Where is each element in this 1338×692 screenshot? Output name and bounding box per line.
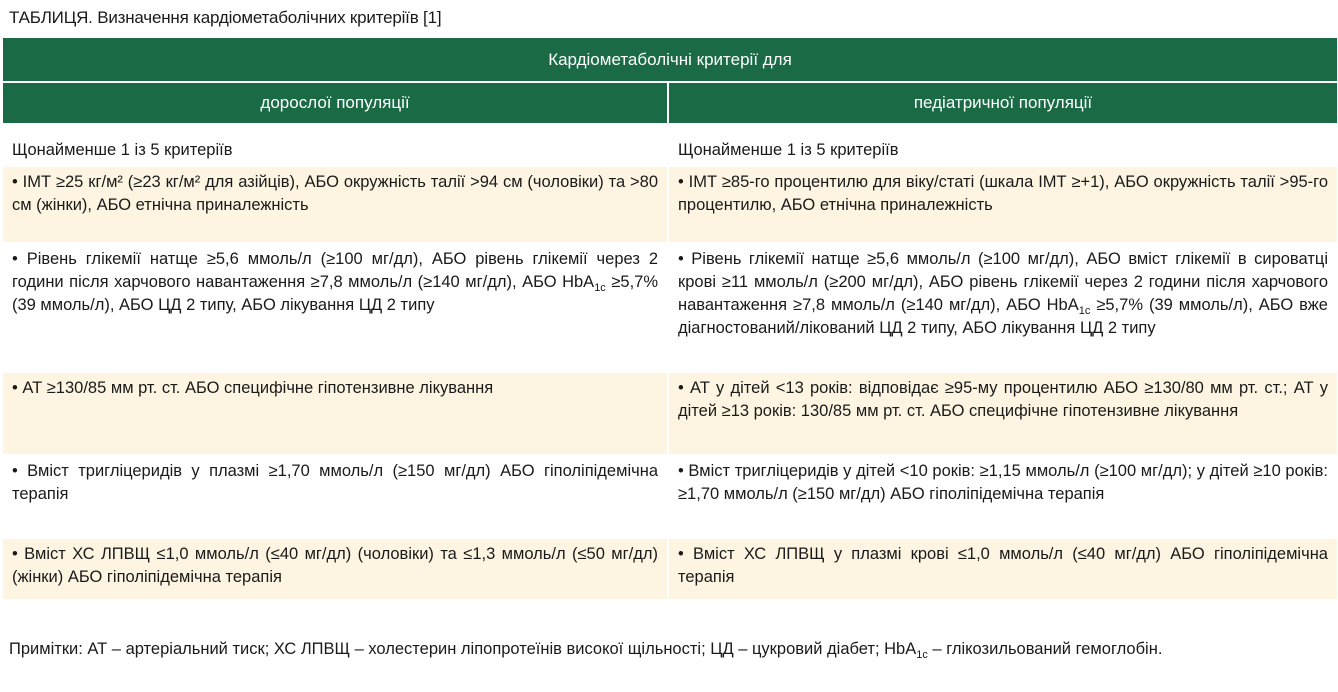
header-pediatric: педіатричної популяції xyxy=(669,83,1337,123)
cell-text: • Рівень глікемії натще ≥5,6 ммоль/л (≥100 мг/дл), АБО вміст глікемії в сироватці крові ≥11 ммоль/л (≥200 мг/дл), АБО рівень глікемії через 2 години після харчового навантаження ≥7,8 ммоль/л (≥140 мг/дл), АБО HbA xyxy=(678,250,1328,314)
subscript: 1c xyxy=(916,649,928,661)
cell-text: ≥5,7% (39 ммоль/л), АБО ЦД 2 типу, АБО лікування ЦД 2 типу xyxy=(12,273,659,314)
table-row xyxy=(3,454,1337,537)
table-row xyxy=(3,537,1337,599)
header-adult: дорослої популяції xyxy=(3,83,669,123)
cell-adult: • ІМТ ≥25 кг/м² (≥23 кг/м² для азійців), АБО окружність талії >94 см (чоловіки) та >80 см (жінки), АБО етнічна приналежність xyxy=(3,167,669,242)
cell-pediatric: • Вміст ХС ЛПВЩ у плазмі крові ≤1,0 ммоль/л (≤40 мг/дл) АБО гіполіпідемічна терапія xyxy=(669,537,1337,599)
cell-pediatric: • Вміст тригліцеридів у дітей <10 років: ≥1,15 ммоль/л (≥100 мг/дл); у дітей ≥10 років: ≥1,70 ммоль/л (≥150 мг/дл) АБО гіполіпідемічна терапія xyxy=(669,454,1337,537)
table-row xyxy=(3,167,1337,242)
table-notes xyxy=(9,637,1329,661)
table-row xyxy=(3,123,1337,167)
table-header-row xyxy=(3,38,1337,83)
notes-text: Примітки: АТ – артеріальний тиск; ХС ЛПВЩ – холестерин ліпопротеїнів високої щільності; ЦД – цукровий діабет; HbA xyxy=(9,640,917,658)
subscript: 1c xyxy=(1078,305,1091,317)
cell-pediatric xyxy=(669,242,1337,371)
cell-pediatric: • ІМТ ≥85-го процентилю для віку/статі (шкала ІМТ ≥+1), АБО окружність талії >95-го процентилю, АБО етнічна приналежність xyxy=(669,167,1337,242)
cell-adult: • Вміст тригліцеридів у плазмі ≥1,70 ммоль/л (≥150 мг/дл) АБО гіполіпідемічна терапія xyxy=(3,454,669,537)
table-caption xyxy=(9,7,441,29)
caption-title: Визначення кардіометаболічних критеріїв [1] xyxy=(97,8,442,27)
cell-pediatric: • АТ у дітей <13 років: відповідає ≥95-му процентилю АБО ≥130/80 мм рт. ст.; АТ у дітей ≥13 років: 130/85 мм рт. ст. АБО специфічне гіпотензивне лікування xyxy=(669,371,1337,454)
caption-lead: ТАБЛИЦЯ. xyxy=(9,8,93,27)
cell-adult: • АТ ≥130/85 мм рт. ст. АБО специфічне гіпотензивне лікування xyxy=(3,371,669,454)
cell-text: • Рівень глікемії натще ≥5,6 ммоль/л (≥100 мг/дл), АБО рівень глікемії через 2 години після харчового навантаження ≥7,8 ммоль/л (≥140 мг/дл), АБО HbA xyxy=(12,250,658,291)
table-row xyxy=(3,242,1337,371)
table-row xyxy=(3,371,1337,454)
notes-text: – глікозильований гемоглобін. xyxy=(927,640,1163,658)
table-subheader-row xyxy=(3,83,1337,123)
cell-pediatric: Щонайменше 1 із 5 критеріїв xyxy=(669,123,1337,167)
criteria-table xyxy=(3,38,1337,599)
subscript: 1c xyxy=(594,282,606,294)
cell-adult: • Вміст ХС ЛПВЩ ≤1,0 ммоль/л (≤40 мг/дл) (чоловіки) та ≤1,3 ммоль/л (≤50 мг/дл) (жінки) АБО гіполіпідемічна терапія xyxy=(3,537,669,599)
cell-adult xyxy=(3,242,669,371)
cell-text: ≥5,7% (39 ммоль/л), АБО вже діагностований/лікований ЦД 2 типу, АБО лікування ЦД 2 типу xyxy=(678,296,1328,337)
header-main: Кардіометаболічні критерії для xyxy=(3,38,1337,83)
cell-adult: Щонайменше 1 із 5 критеріїв xyxy=(3,123,669,167)
